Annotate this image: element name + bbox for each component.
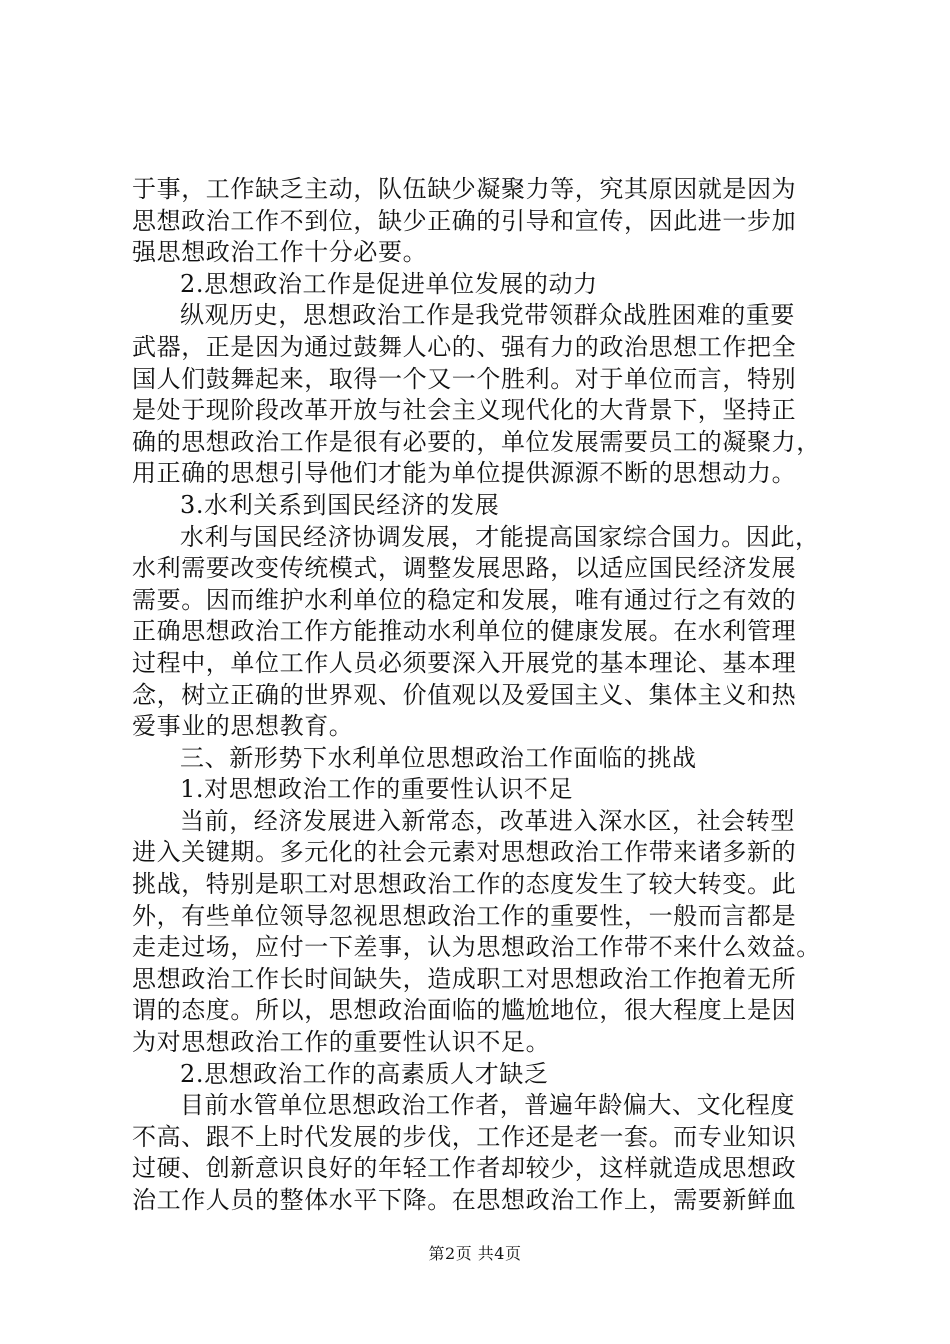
text-line: 需要。因而维护水利单位的稳定和发展，唯有通过行之有效的	[132, 585, 797, 614]
text-line: 确的思想政治工作是很有必要的，单位发展需要员工的凝聚力，	[132, 427, 821, 456]
text-line: 进入关键期。多元化的社会元素对思想政治工作带来诸多新的	[132, 838, 797, 867]
text-line: 不高、跟不上时代发展的步伐，工作还是老一套。而专业知识	[132, 1122, 797, 1151]
text-line: 当前，经济发展进入新常态，改革进入深水区，社会转型	[180, 806, 795, 835]
section-heading: 1.对思想政治工作的重要性认识不足	[180, 775, 574, 804]
text-line: 走走过场，应付一下差事，认为思想政治工作带不来什么效益。	[132, 933, 821, 962]
section-heading: 3.水利关系到国民经济的发展	[180, 490, 500, 519]
section-heading: 2.思想政治工作是促进单位发展的动力	[180, 269, 598, 298]
text-line: 水利与国民经济协调发展，才能提高国家综合国力。因此，	[180, 522, 820, 551]
text-line: 爱事业的思想教育。	[132, 712, 354, 741]
text-line: 纵观历史，思想政治工作是我党带领群众战胜困难的重要	[180, 301, 795, 330]
text-line: 强思想政治工作十分必要。	[132, 238, 428, 267]
text-line: 于事，工作缺乏主动，队伍缺少凝聚力等，究其原因就是因为	[132, 175, 797, 203]
section-heading: 2.思想政治工作的高素质人才缺乏	[180, 1059, 549, 1088]
text-line: 治工作人员的整体水平下降。在思想政治工作上，需要新鲜血	[132, 1186, 797, 1214]
text-line: 挑战，特别是职工对思想政治工作的态度发生了较大转变。此	[132, 870, 797, 899]
text-line: 思想政治工作长时间缺失，造成职工对思想政治工作抱着无所	[132, 964, 797, 993]
text-line: 过硬、创新意识良好的年轻工作者却较少，这样就造成思想政	[132, 1154, 797, 1183]
text-line: 用正确的思想引导他们才能为单位提供源源不断的思想动力。	[132, 459, 797, 488]
text-line: 正确思想政治工作方能推动水利单位的健康发展。在水利管理	[132, 617, 797, 646]
text-line: 谓的态度。所以，思想政治面临的尴尬地位，很大程度上是因	[132, 996, 797, 1025]
text-line: 武器，正是因为通过鼓舞人心的、强有力的政治思想工作把全	[132, 332, 797, 361]
text-line: 思想政治工作不到位，缺少正确的引导和宣传，因此进一步加	[132, 206, 797, 235]
page-number-footer: 第2页 共4页	[428, 1244, 522, 1263]
text-line: 国人们鼓舞起来，取得一个又一个胜利。对于单位而言，特别	[132, 364, 797, 393]
text-line: 水利需要改变传统模式，调整发展思路，以适应国民经济发展	[132, 554, 797, 583]
text-line: 为对思想政治工作的重要性认识不足。	[132, 1028, 551, 1057]
text-line: 目前水管单位思想政治工作者，普遍年龄偏大、文化程度	[180, 1091, 795, 1120]
text-line: 外，有些单位领导忽视思想政治工作的重要性，一般而言都是	[132, 901, 797, 930]
document-body	[132, 174, 832, 1217]
text-line: 念，树立正确的世界观、价值观以及爱国主义、集体主义和热	[132, 680, 797, 709]
chapter-heading: 三、新形势下水利单位思想政治工作面临的挑战	[180, 743, 697, 772]
text-line: 过程中，单位工作人员必须要深入开展党的基本理论、基本理	[132, 648, 797, 677]
text-line: 是处于现阶段改革开放与社会主义现代化的大背景下，坚持正	[132, 396, 797, 425]
